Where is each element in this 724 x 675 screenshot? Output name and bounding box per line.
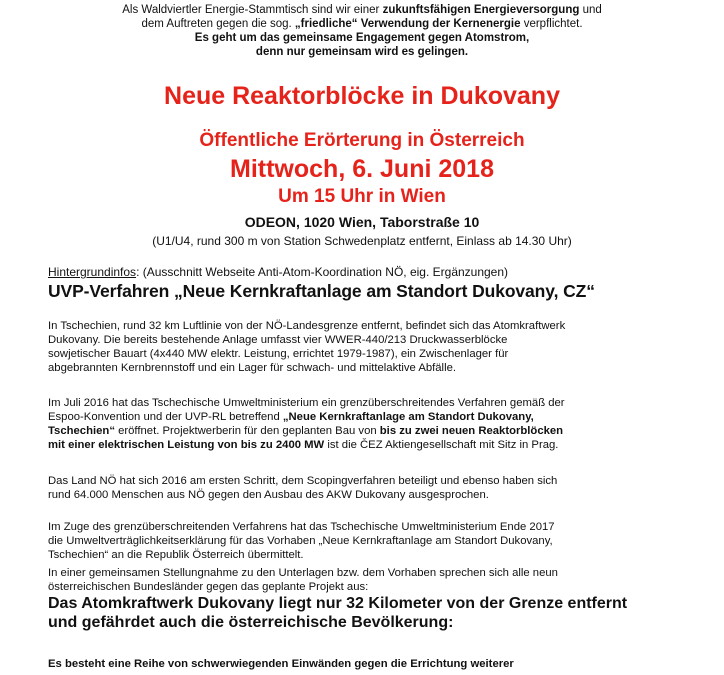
event-subtitle: Öffentliche Erörterung in Österreich [199, 130, 525, 151]
background-label-underlined: Hintergrundinfos [48, 265, 137, 279]
paragraph-line: Tschechien“ an die Republik Österreich übermittelt. [48, 549, 304, 561]
event-date: Mittwoch, 6. Juni 2018 [230, 155, 494, 183]
paragraph-3 [48, 474, 688, 502]
paragraph-line [48, 410, 688, 424]
event-venue-note: (U1/U4, rund 300 m von Station Schwedenplatz entfernt, Einlass ab 14.30 Uhr) [152, 234, 572, 248]
intro-line-3: Es geht um das gemeinsame Engagement gegen Atomstrom, [194, 32, 530, 44]
paragraph-line: österreichischen Bundesländer gegen das geplante Projekt aus: [48, 581, 369, 593]
paragraph-bold: bis zu zwei neuen Reaktorblöcken [379, 425, 564, 437]
paragraph-line [48, 438, 688, 452]
paragraph-line: die Umweltverträglichkeitserklärung für das Vorhaben „Neue Kernkraftanlage am Standort Dukovany, [48, 535, 553, 547]
intro-text: Als Waldviertler Energie-Stammtisch sind wir einer [122, 4, 383, 16]
key-statement [48, 594, 708, 632]
intro-text: dem Auftreten gegen die sog. [141, 18, 295, 30]
paragraph-line: Im Zuge des grenzüberschreitenden Verfahrens hat das Tschechische Umweltministerium Ende 2017 [48, 521, 555, 533]
intro-text: verpflichtet. [520, 18, 583, 30]
key-statement-line: Das Atomkraftwerk Dukovany liegt nur 32 Kilometer von der Grenze entfernt [48, 595, 628, 612]
paragraph-line: Im Juli 2016 hat das Tschechische Umweltministerium ein grenzüberschreitendes Verfahren gemäß der [48, 397, 565, 409]
event-title: Neue Reaktorblöcke in Dukovany [164, 82, 560, 110]
paragraph-line: sowjetischer Bauart (4x440 MW elektr. Leistung, errichtet 1979-1987), ein Zwischenlager für [48, 348, 509, 360]
paragraph-bold: „Neue Kernkraftanlage am Standort Dukovany, [282, 411, 534, 423]
intro-bold: „friedliche“ Verwendung der Kernenergie [294, 18, 521, 30]
paragraph-line: rund 64.000 Menschen aus NÖ gegen den Ausbau des AKW Dukovany ausgesprochen. [48, 489, 489, 501]
paragraph-bold: Tschechien“ [48, 425, 115, 437]
paragraph-text: Espoo-Konvention und der UVP-RL betreffend [48, 411, 283, 423]
intro-text: und [579, 4, 602, 16]
intro-line-2 [0, 17, 724, 31]
background-label-rest: : (Ausschnitt Webseite Anti-Atom-Koordination NÖ, eig. Ergänzungen) [136, 265, 509, 279]
paragraph-2 [48, 396, 688, 452]
intro-line-1 [0, 3, 724, 17]
background-label [48, 265, 508, 279]
paragraph-text: eröffnet. Projektwerberin für den geplanten Bau von [114, 425, 380, 437]
paragraph-text: ist die ČEZ Aktiengesellschaft mit Sitz in Prag. [324, 439, 559, 451]
paragraph-bold: mit einer elektrischen Leistung von bis zu 2400 MW [48, 439, 325, 451]
paragraph-line: In einer gemeinsamen Stellungnahme zu den Unterlagen bzw. dem Vorhaben sprechen sich alle neun [48, 567, 558, 579]
intro-line-4: denn nur gemeinsam wird es gelingen. [255, 46, 469, 58]
event-venue: ODEON, 1020 Wien, Taborstraße 10 [244, 214, 480, 230]
intro-bold: zukunftsfähigen Energieversorgung [382, 4, 580, 16]
uvp-heading: UVP-Verfahren „Neue Kernkraftanlage am Standort Dukovany, CZ“ [48, 281, 595, 301]
paragraph-line: abgebrannten Kernbrennstoff und ein Lager für schwach- und mittelaktive Abfälle. [48, 362, 456, 374]
key-statement-line: und gefährdet auch die österreichische Bevölkerung: [48, 614, 454, 631]
paragraph-line [48, 424, 688, 438]
paragraph-4 [48, 520, 688, 562]
paragraph-1 [48, 319, 688, 375]
paragraph-line: In Tschechien, rund 32 km Luftlinie von der NÖ-Landesgrenze entfernt, befindet sich das Atomkraftwerk [48, 320, 566, 332]
paragraph-line: Das Land NÖ hat sich 2016 am ersten Schritt, dem Scopingverfahren beteiligt und ebenso haben sich [48, 475, 558, 487]
paragraph-5 [48, 566, 688, 594]
paragraph-6: Es besteht eine Reihe von schwerwiegenden Einwänden gegen die Errichtung weiterer [48, 658, 514, 670]
event-time: Um 15 Uhr in Wien [278, 186, 446, 207]
paragraph-line: Dukovany. Die bereits bestehende Anlage umfasst vier WWER-440/213 Druckwasserblöcke [48, 334, 508, 346]
